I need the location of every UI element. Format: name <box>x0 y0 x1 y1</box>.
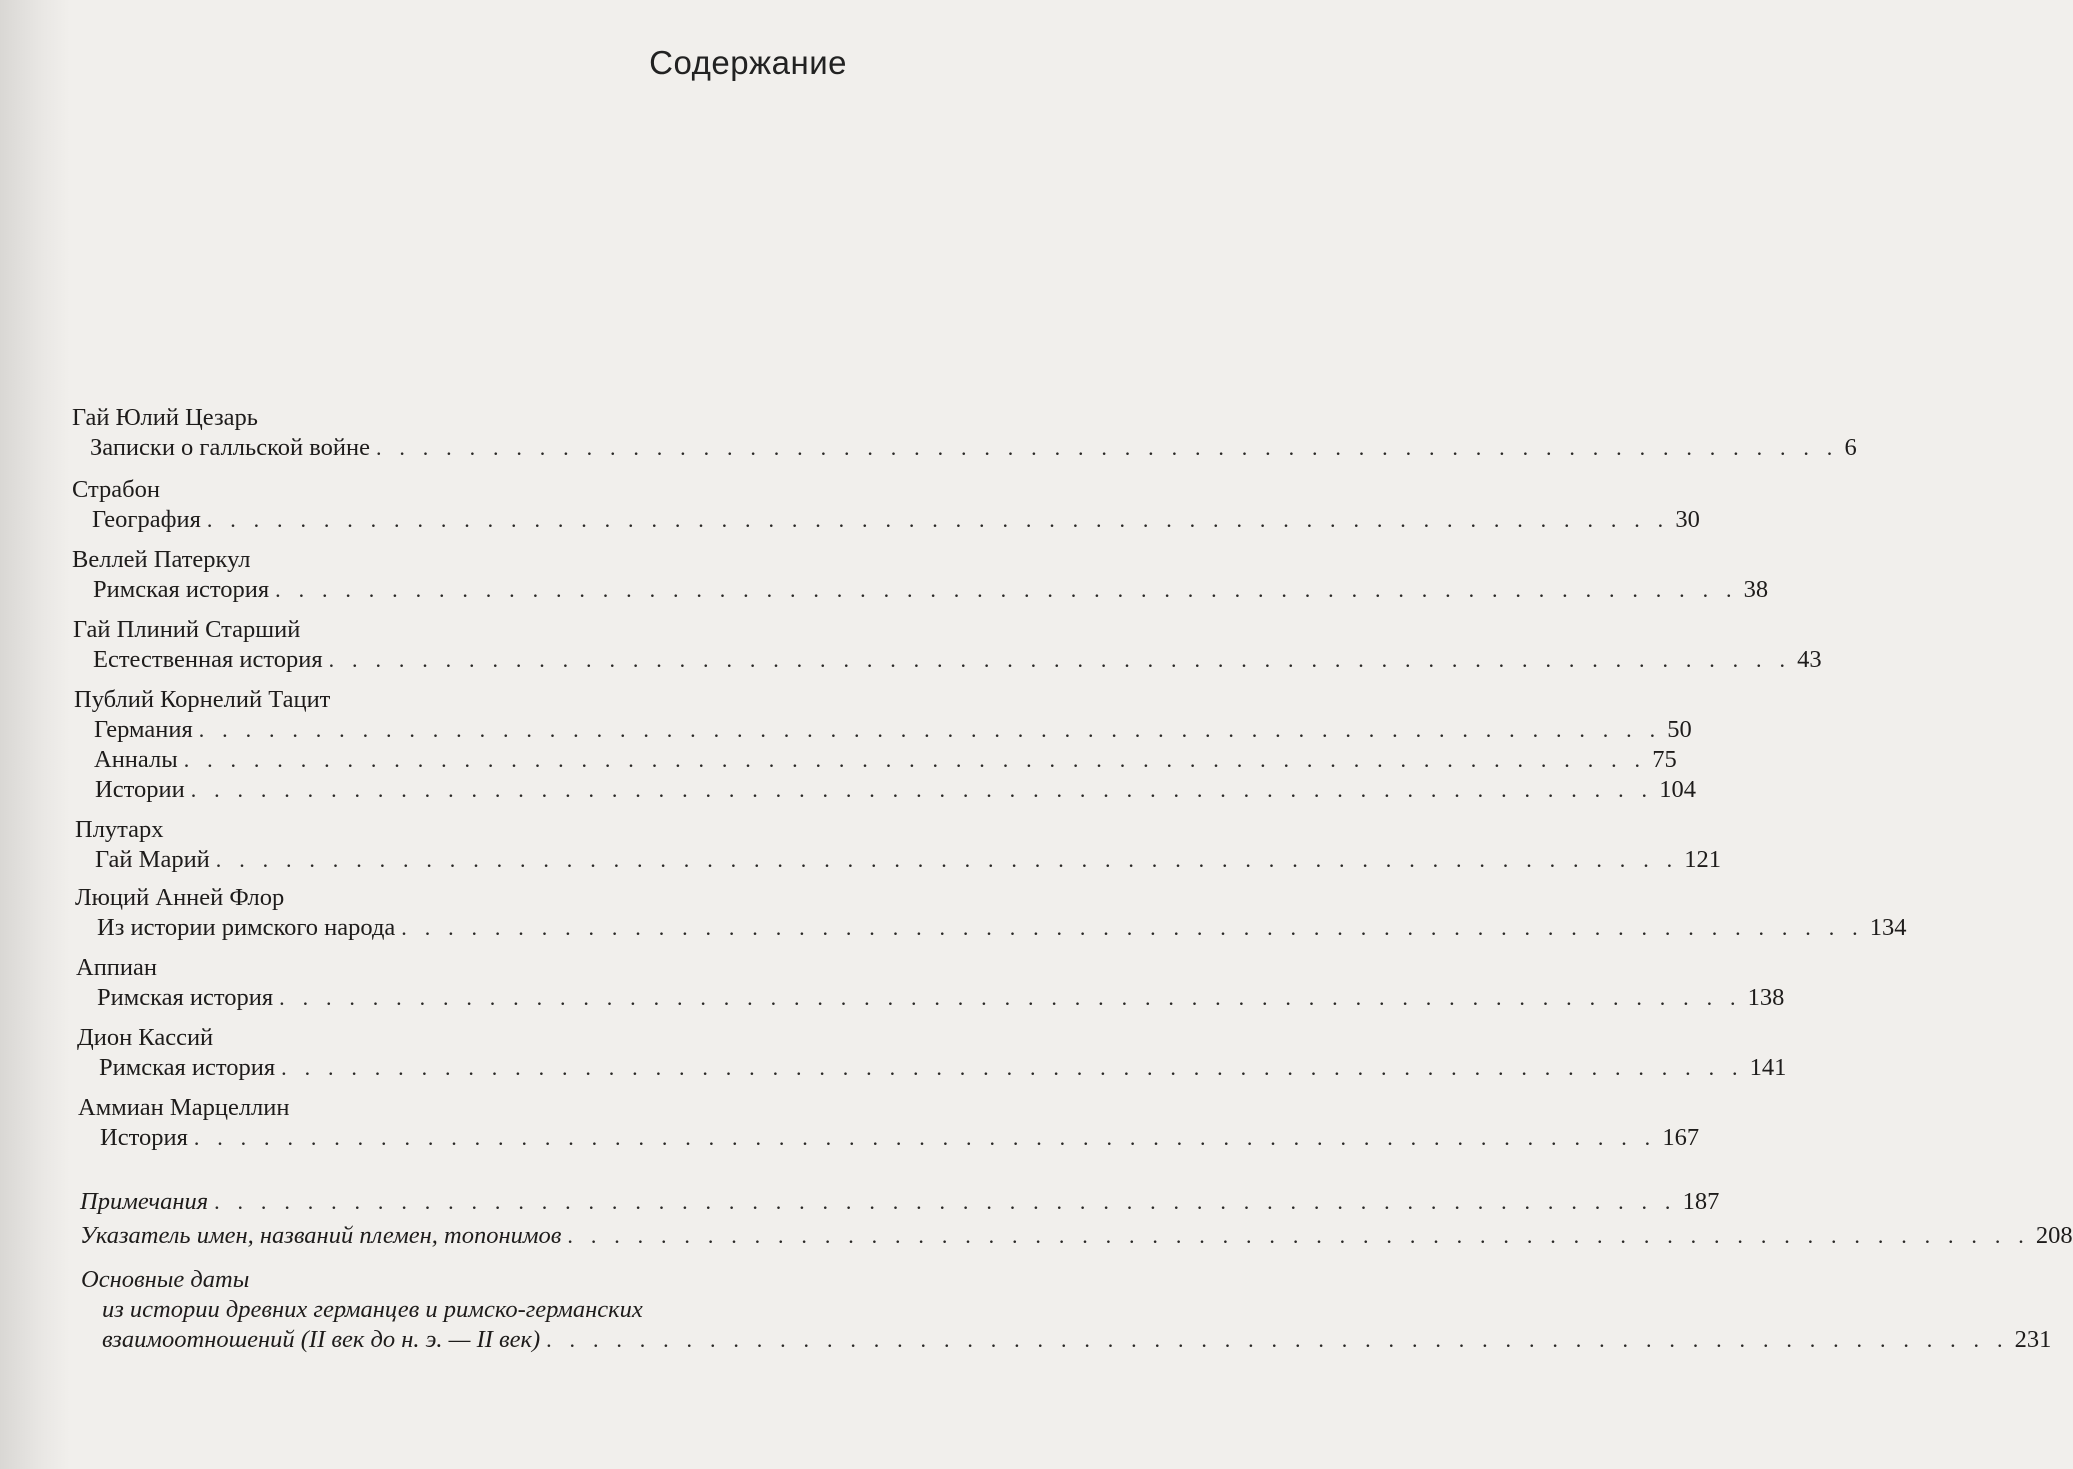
toc-entry[interactable] <box>0 1123 1700 1153</box>
toc-group-velleius <box>0 545 1769 605</box>
toc-entry-title: История <box>100 1124 188 1151</box>
toc-group-caesar <box>0 403 1857 463</box>
toc-entry-title: Анналы <box>94 746 178 773</box>
toc-author: Гай Плиний Старший <box>73 616 301 643</box>
toc-dates-subtitle: из истории древних германцев и римско-германских <box>102 1296 643 1323</box>
toc-author: Гай Юлий Цезарь <box>72 404 258 431</box>
toc-entry-title: Истории <box>95 776 185 803</box>
toc-entry-page: 50 <box>1667 716 1692 743</box>
toc-entry-page: 231 <box>2014 1326 2052 1353</box>
toc-entry-page: 187 <box>1682 1188 1720 1215</box>
toc-leader-dots: . . . . . . . . . . . . . . . . . . . . . . . . . . . . . . . . . . . . . . . . . . . . . . . . . . . . . . . . . . . . . . . <box>375 435 1839 460</box>
table-of-contents <box>0 398 2073 1355</box>
toc-leader-dots: . . . . . . . . . . . . . . . . . . . . . . . . . . . . . . . . . . . . . . . . . . . . . . . . . . . . . . . . . . . . . . . <box>193 1125 1657 1150</box>
toc-group-strabo <box>0 475 1700 535</box>
toc-entry-page: 6 <box>1844 434 1857 461</box>
toc-author: Веллей Патеркул <box>72 546 251 573</box>
toc-group-florus <box>0 883 1907 943</box>
toc-entry-page: 134 <box>1869 914 1907 941</box>
toc-entry[interactable] <box>0 913 1907 943</box>
toc-entry-title: География <box>92 506 201 533</box>
toc-entry-notes[interactable] <box>0 1187 1720 1217</box>
toc-leader-dots: . . . . . . . . . . . . . . . . . . . . . . . . . . . . . . . . . . . . . . . . . . . . . . . . . . . . . . . . . . . . . . . <box>275 577 1738 602</box>
toc-entry-page: 104 <box>1659 776 1696 803</box>
toc-entry[interactable] <box>0 1053 1787 1083</box>
toc-leader-dots: . . . . . . . . . . . . . . . . . . . . . . . . . . . . . . . . . . . . . . . . . . . . . . . . . . . . . . . . . . . . . . . <box>281 1055 1744 1080</box>
toc-entry-title: Римская история <box>93 576 270 603</box>
toc-entry-page: 138 <box>1747 984 1785 1011</box>
toc-entry-title: Указатель имен, названий племен, топонимов <box>80 1222 562 1249</box>
toc-author: Аммиан Марцеллин <box>78 1094 290 1121</box>
toc-leader-dots: . . . . . . . . . . . . . . . . . . . . . . . . . . . . . . . . . . . . . . . . . . . . . . . . . . . . . . . . . . . . . . . <box>328 647 1792 672</box>
toc-entry-page: 121 <box>1684 846 1722 873</box>
toc-group-dio <box>0 1023 1787 1083</box>
toc-entry[interactable] <box>0 845 1722 875</box>
toc-author: Страбон <box>72 476 160 503</box>
toc-entry-page: 38 <box>1743 576 1769 603</box>
toc-leader-dots: . . . . . . . . . . . . . . . . . . . . . . . . . . . . . . . . . . . . . . . . . . . . . . . . . . . . . . . . . . . . . . . <box>206 507 1670 532</box>
toc-entry[interactable] <box>0 745 1677 775</box>
toc-leader-dots: . . . . . . . . . . . . . . . . . . . . . . . . . . . . . . . . . . . . . . . . . . . . . . . . . . . . . . . . . . . . . . . <box>546 1327 2009 1352</box>
toc-leader-dots: . . . . . . . . . . . . . . . . . . . . . . . . . . . . . . . . . . . . . . . . . . . . . . . . . . . . . . . . . . . . . . . <box>567 1223 2030 1248</box>
toc-leader-dots: . . . . . . . . . . . . . . . . . . . . . . . . . . . . . . . . . . . . . . . . . . . . . . . . . . . . . . . . . . . . . . . <box>215 847 1679 872</box>
toc-dates-heading: Основные даты <box>81 1266 250 1293</box>
toc-group-tacitus <box>0 685 1696 805</box>
toc-entry-page: 30 <box>1675 506 1700 533</box>
toc-author: Аппиан <box>76 954 158 981</box>
toc-entry[interactable] <box>0 983 1785 1013</box>
toc-entry[interactable] <box>0 775 1696 805</box>
toc-author: Люций Анней Флор <box>75 884 285 911</box>
toc-entry[interactable] <box>0 575 1769 605</box>
toc-entry-title: Из истории римского народа <box>97 914 396 941</box>
toc-group-ammianus <box>0 1093 1700 1153</box>
toc-leader-dots: . . . . . . . . . . . . . . . . . . . . . . . . . . . . . . . . . . . . . . . . . . . . . . . . . . . . . . . . . . . . . . . <box>279 985 1742 1010</box>
toc-entry-index[interactable] <box>0 1221 2073 1251</box>
toc-entry-title: взаимоотношений (II век до н. э. — II век) <box>102 1326 541 1353</box>
toc-entry-title: Примечания <box>80 1188 209 1215</box>
page-title: Содержание <box>649 44 847 81</box>
toc-group-appian <box>0 953 1785 1013</box>
toc-author: Публий Корнелий Тацит <box>74 686 331 713</box>
toc-group-plutarch <box>0 815 1722 875</box>
toc-entry-page: 208 <box>2035 1222 2073 1249</box>
toc-entry-title: Германия <box>94 716 193 743</box>
toc-entry-title: Римская история <box>97 984 274 1011</box>
toc-author: Дион Кассий <box>77 1024 214 1051</box>
toc-entry-page: 141 <box>1749 1054 1787 1081</box>
toc-entry-page: 75 <box>1652 746 1677 773</box>
toc-entry[interactable] <box>0 715 1692 745</box>
toc-leader-dots: . . . . . . . . . . . . . . . . . . . . . . . . . . . . . . . . . . . . . . . . . . . . . . . . . . . . . . . . . . . . . . . <box>401 915 1864 940</box>
toc-entry[interactable] <box>0 433 1857 463</box>
toc-leader-dots: . . . . . . . . . . . . . . . . . . . . . . . . . . . . . . . . . . . . . . . . . . . . . . . . . . . . . . . . . . . . . . . <box>198 717 1662 742</box>
toc-entry-title: Естественная история <box>93 646 323 673</box>
toc-leader-dots: . . . . . . . . . . . . . . . . . . . . . . . . . . . . . . . . . . . . . . . . . . . . . . . . . . . . . . . . . . . . . . . <box>214 1189 1677 1214</box>
toc-author: Плутарх <box>75 816 164 843</box>
toc-leader-dots: . . . . . . . . . . . . . . . . . . . . . . . . . . . . . . . . . . . . . . . . . . . . . . . . . . . . . . . . . . . . . . . <box>183 747 1647 772</box>
toc-entry-title: Гай Марий <box>95 846 210 873</box>
toc-group-dates[interactable] <box>0 1265 2052 1355</box>
toc-entry <box>0 1325 2052 1355</box>
toc-entry-title: Римская история <box>99 1054 276 1081</box>
toc-entry[interactable] <box>0 645 1822 675</box>
toc-entry-page: 167 <box>1662 1124 1700 1151</box>
toc-group-pliny <box>0 615 1822 675</box>
toc-entry-title: Записки о галльской войне <box>90 434 370 461</box>
toc-entry[interactable] <box>0 505 1700 535</box>
toc-leader-dots: . . . . . . . . . . . . . . . . . . . . . . . . . . . . . . . . . . . . . . . . . . . . . . . . . . . . . . . . . . . . . . . <box>190 777 1654 802</box>
toc-entry-page: 43 <box>1797 646 1822 673</box>
